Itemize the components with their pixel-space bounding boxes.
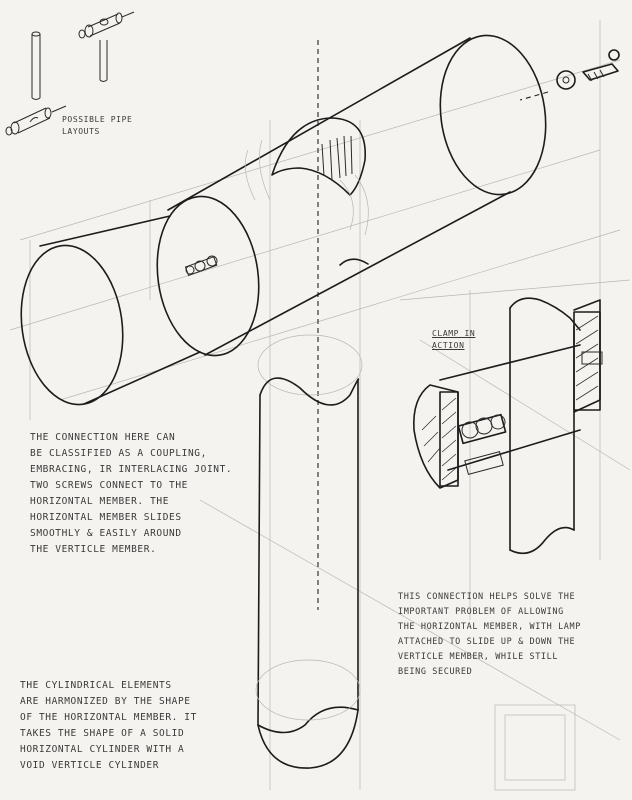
end-coupling xyxy=(11,216,217,411)
clamp-in-action-label xyxy=(432,328,475,352)
note-line: THIS CONNECTION HELPS SOLVE THE xyxy=(398,592,576,602)
note-line: THE CYLINDRICAL ELEMENTS xyxy=(20,680,172,691)
note-line: HORIZONTAL MEMBER. THE xyxy=(30,496,170,507)
note-line: TAKES THE SHAPE OF A SOLID xyxy=(20,728,185,739)
note-line: IMPORTANT PROBLEM OF ALLOWING xyxy=(398,607,564,617)
cylindrical-description-note xyxy=(20,678,197,774)
note-line: BE CLASSIFIED AS A COUPLING, xyxy=(30,448,207,459)
note-line: BEING SECURED xyxy=(398,667,473,677)
note-line: THE HORIZONTAL MEMBER, WITH LAMP xyxy=(398,622,581,632)
clamp-in-action-line: ACTION xyxy=(432,341,465,350)
note-line: SMOOTHLY & EASILY AROUND xyxy=(30,528,182,539)
connection-description-note xyxy=(30,430,232,558)
note-line: OF THE HORIZONTAL MEMBER. IT xyxy=(20,712,197,723)
note-line: HORIZONTAL CYLINDER WITH A xyxy=(20,744,185,755)
vertical-member xyxy=(256,335,362,768)
clamp-in-action-line: CLAMP IN xyxy=(432,329,476,338)
note-line: VERTICLE MEMBER, WHILE STILL xyxy=(398,652,559,662)
clamp-description-note xyxy=(398,590,581,680)
possible-pipe-layouts-line: LAYOUTS xyxy=(62,127,100,136)
possible-pipe-layouts-label xyxy=(62,114,132,138)
note-line: HORIZONTAL MEMBER SLIDES xyxy=(30,512,182,523)
possible-pipe-layouts-line: POSSIBLE PIPE xyxy=(62,115,133,124)
note-line: ARE HARMONIZED BY THE SHAPE xyxy=(20,696,191,707)
note-line: THE VERTICLE MEMBER. xyxy=(30,544,157,555)
note-line: VOID VERTICLE CYLINDER xyxy=(20,760,160,771)
note-line: TWO SCREWS CONNECT TO THE xyxy=(30,480,188,491)
note-line: THE CONNECTION HERE CAN xyxy=(30,432,176,443)
horizontal-member xyxy=(147,29,555,363)
note-line: ATTACHED TO SLIDE UP & DOWN THE xyxy=(398,637,576,647)
note-line: EMBRACING, IR INTERLACING JOINT. xyxy=(30,464,233,475)
